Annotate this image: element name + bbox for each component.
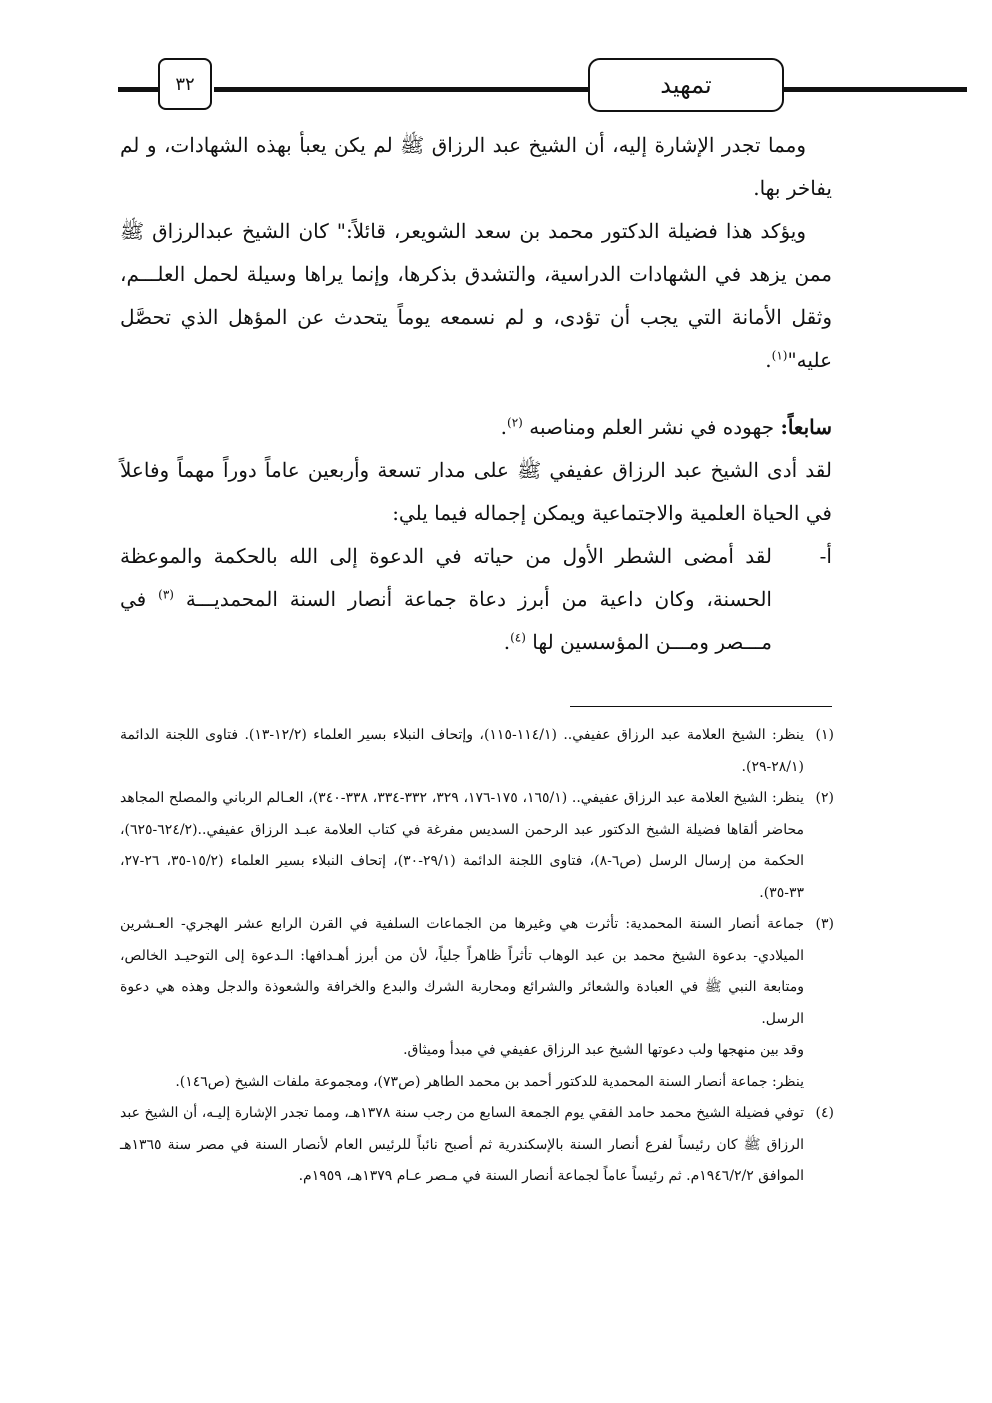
- footnote-text: ينظر: الشيخ العلامة عبد الرزاق عفيفي.. (١١٤/١-١١٥)، وإتحاف النبلاء بسير العلماء (١٢/٢-١٣). فتاوى اللجنة الدائمة (٢٨/١-٢٩).: [120, 727, 804, 775]
- section-heading-text: جهوده في نشر العلم ومناصبه: [522, 415, 781, 439]
- main-text: [120, 124, 832, 664]
- list-item: [120, 535, 832, 664]
- footnote-number: (١): [815, 727, 834, 743]
- section-heading-end: .: [500, 415, 508, 439]
- list-item-text: [120, 535, 772, 664]
- list-item-end: .: [503, 630, 511, 654]
- footnote-ref-3[interactable]: (٣): [158, 587, 174, 602]
- footnote-number: (٢): [815, 790, 834, 806]
- header-rule-middle: [214, 87, 590, 92]
- footnote-number: (٤): [815, 1105, 834, 1121]
- paragraph-2-end: .: [765, 348, 772, 372]
- footnote-separator: [570, 706, 832, 707]
- footnote-2: [120, 783, 834, 909]
- footnote-3-continuation: وقد بين منهجها ولب دعوتها الشيخ عبد الرزاق عفيفي في مبدأ وميثاق.: [403, 1042, 804, 1058]
- page-header: [0, 56, 992, 116]
- footnote-3: [120, 909, 834, 1035]
- header-rule-left: [118, 87, 158, 92]
- paragraph-2-text: ويؤكد هذا فضيلة الدكتور محمد بن سعد الشويعر، قائلاً:" كان الشيخ عبدالرزاق ﷺ ممن يزهد في الشهادات الدراسية، والتشدق بذكرها، وإنما يراها وسيلة لحمل العلـــم، وثقل الأمانة التي يجب أن تؤدى، و لم نسمعه يوماً يتحدث عن المؤهل الذي تحصَّل عليه": [120, 219, 832, 372]
- header-rule-right: [782, 87, 967, 92]
- list-item-text-2: في مـــصر ومـــن المؤسسين لها: [120, 587, 772, 654]
- footnote-text: توفي فضيلة الشيخ محمد حامد الفقي يوم الجمعة السابع من رجب سنة ١٣٧٨هـ، ومما تجدر الإشارة إليـه، أن الشيخ عبد الرزاق ﷺ كان رئيساً لفرع أنصار السنة بالإسكندرية ثم أصبح نائباً للرئيس العام لأنصار السنة في مصر سنة ١٣٦٥هـ الموافق ١٩٤٦/٢/٢م. ثم رئيساً عاماً لجماعة أنصار السنة في مـصر عـام ١٣٧٩هـ، ١٩٥٩م.: [120, 1105, 804, 1184]
- footnote-3-reference: ينظر: جماعة أنصار السنة المحمدية للدكتور أحمد بن محمد الطاهر (ص٧٣)، ومجموعة ملفات الشيخ (ص١٤٦).: [175, 1073, 804, 1090]
- footnote-ref-1[interactable]: (١): [771, 348, 788, 363]
- footnote-text: جماعة أنصار السنة المحمدية: تأثرت هي وغيرها من الجماعات السلفية في القرن الرابع عشر الهجري- العـشرين الميلادي- بدعوة الشيخ محمد بن عبد الوهاب تأثراً ظاهراً جلياً، لأن من أبرز أهـدافها: الـدعوة إلى التوحيـد الخالص، ومتابعة النبي ﷺ في العبادة والشعائر والشرائع ومحاربة الشرك والبدع والخرافة والشعوذة والدجل وهذه هي دعوة الرسل.: [120, 916, 804, 1027]
- list-item-label: أ-: [819, 544, 832, 568]
- paragraph-2: [120, 210, 832, 382]
- footnote-number: (٣): [815, 916, 834, 932]
- footnote-4: [120, 1098, 834, 1193]
- page-number: ٣٢: [158, 58, 212, 110]
- footnote-1: [120, 720, 834, 783]
- chapter-title: تمهيد: [588, 58, 784, 112]
- footnote-ref-4[interactable]: (٤): [510, 630, 526, 645]
- paragraph-1: ومما تجدر الإشارة إليه، أن الشيخ عبد الرزاق ﷺ لم يكن يعبأ بهذه الشهادات، و لم يفاخر بها.: [120, 133, 832, 200]
- section-title: سابعاً:: [780, 415, 832, 439]
- section-heading: [120, 406, 832, 449]
- footnote-ref-2[interactable]: (٢): [507, 415, 523, 430]
- footnotes: [120, 720, 834, 1193]
- paragraph-3: لقد أدى الشيخ عبد الرزاق عفيفي ﷺ على مدار تسعة وأربعين عاماً دوراً مهماً وفاعلاً في الحياة العلمية والاجتماعية ويمكن إجماله فيما يلي:: [120, 458, 833, 525]
- list-item-text-1: لقد أمضى الشطر الأول من حياته في الدعوة إلى الله بالحكمة والموعظة الحسنة، وكان داعية من أبرز دعاة جماعة أنصار السنة المحمديـــة: [120, 544, 772, 611]
- section-gap: [120, 382, 832, 406]
- footnote-text: ينظر: الشيخ العلامة عبد الرزاق عفيفي.. (١٦٥/١، ١٧٥-١٧٦، ٣٢٩، ٣٣٢-٣٣٤، ٣٣٨-٣٤٠)، العـالم الرباني والمصلح المجاهد محاضر ألقاها فضيلة الشيخ الدكتور عبد الرحمن السديس مفرغة في كتاب العلامة عبـد الرزاق عفيفي..(٦٢٤/٢-٦٢٥)، الحكمة من إرسال الرسل (ص٦-٨)، فتاوى اللجنة الدائمة (٢٩/١-٣٠)، إتحاف النبلاء بسير العلماء (١٥/٢-٣٥، ٢٦-٢٧، ٣٣-٣٥).: [120, 790, 805, 901]
